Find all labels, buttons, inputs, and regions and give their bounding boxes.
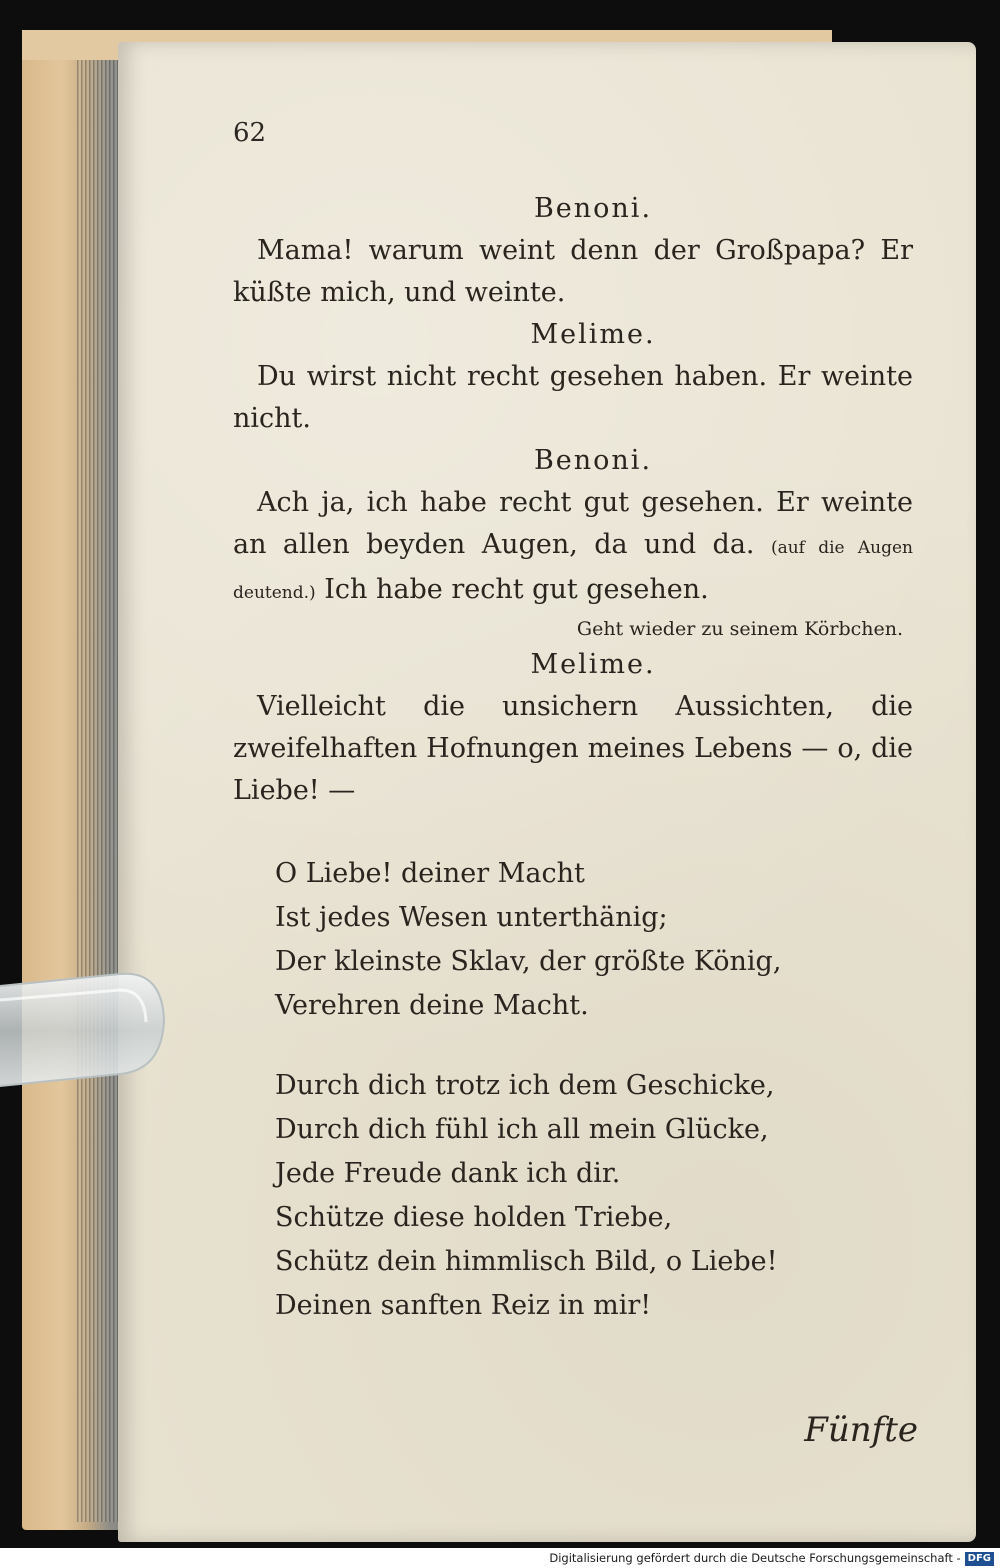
stage-direction: (auf die Augen deutend.) xyxy=(233,538,913,603)
speaker-name: Benoni. xyxy=(533,445,653,476)
dialogue-text: Ich habe recht gut gesehen. xyxy=(324,574,709,605)
verse-line: Ist jedes Wesen unterthänig; xyxy=(275,902,668,933)
verse-line: Durch dich fühl ich all mein Glücke, xyxy=(275,1114,769,1145)
catchword: Fünfte xyxy=(804,1410,918,1450)
dfg-logo: DFG xyxy=(965,1552,994,1566)
verse-line: Deinen sanften Reiz in mir! xyxy=(275,1290,652,1321)
verse-line: Der kleinste Sklav, der größte König, xyxy=(275,946,782,977)
song-verses xyxy=(233,852,913,1328)
footer-bar xyxy=(0,1548,1000,1568)
verse-line: Durch dich trotz ich dem Geschicke, xyxy=(275,1070,775,1101)
dialogue-paragraph: Vielleicht die unsichern Aussichten, die zweifelhaften Hofnungen meines Lebens — o, die Liebe! — xyxy=(233,691,913,806)
verse-line: Schütze diese holden Triebe, xyxy=(275,1202,673,1233)
page-number: 62 xyxy=(233,118,267,148)
dialogue-paragraph: Du wirst nicht recht gesehen haben. Er weinte nicht. xyxy=(233,361,913,434)
verse-line: Jede Freude dank ich dir. xyxy=(275,1158,621,1189)
verse-line: O Liebe! deiner Macht xyxy=(275,858,585,889)
speaker-name: Melime. xyxy=(530,319,656,350)
dialogue-paragraph xyxy=(233,482,913,614)
stanza-break xyxy=(275,1028,913,1064)
dialogue-text: Ach ja, ich habe recht gut gesehen. Er weinte an allen beyden Augen, da und da. xyxy=(233,487,913,560)
verse-line: Schütz dein himmlisch Bild, o Liebe! xyxy=(275,1246,778,1277)
dialogue-paragraph: Mama! warum weint denn der Großpapa? Er küßte mich, und weinte. xyxy=(233,235,913,308)
page-clip xyxy=(0,970,165,1090)
stage-direction: Geht wieder zu seinem Körbchen. xyxy=(576,618,903,640)
verse-line: Verehren deine Macht. xyxy=(275,990,589,1021)
funding-notice: Digitalisierung gefördert durch die Deutsche Forschungsgemeinschaft - xyxy=(549,1551,961,1565)
speaker-name: Benoni. xyxy=(533,193,653,224)
speaker-name: Melime. xyxy=(530,649,656,680)
page-text xyxy=(233,188,913,1328)
